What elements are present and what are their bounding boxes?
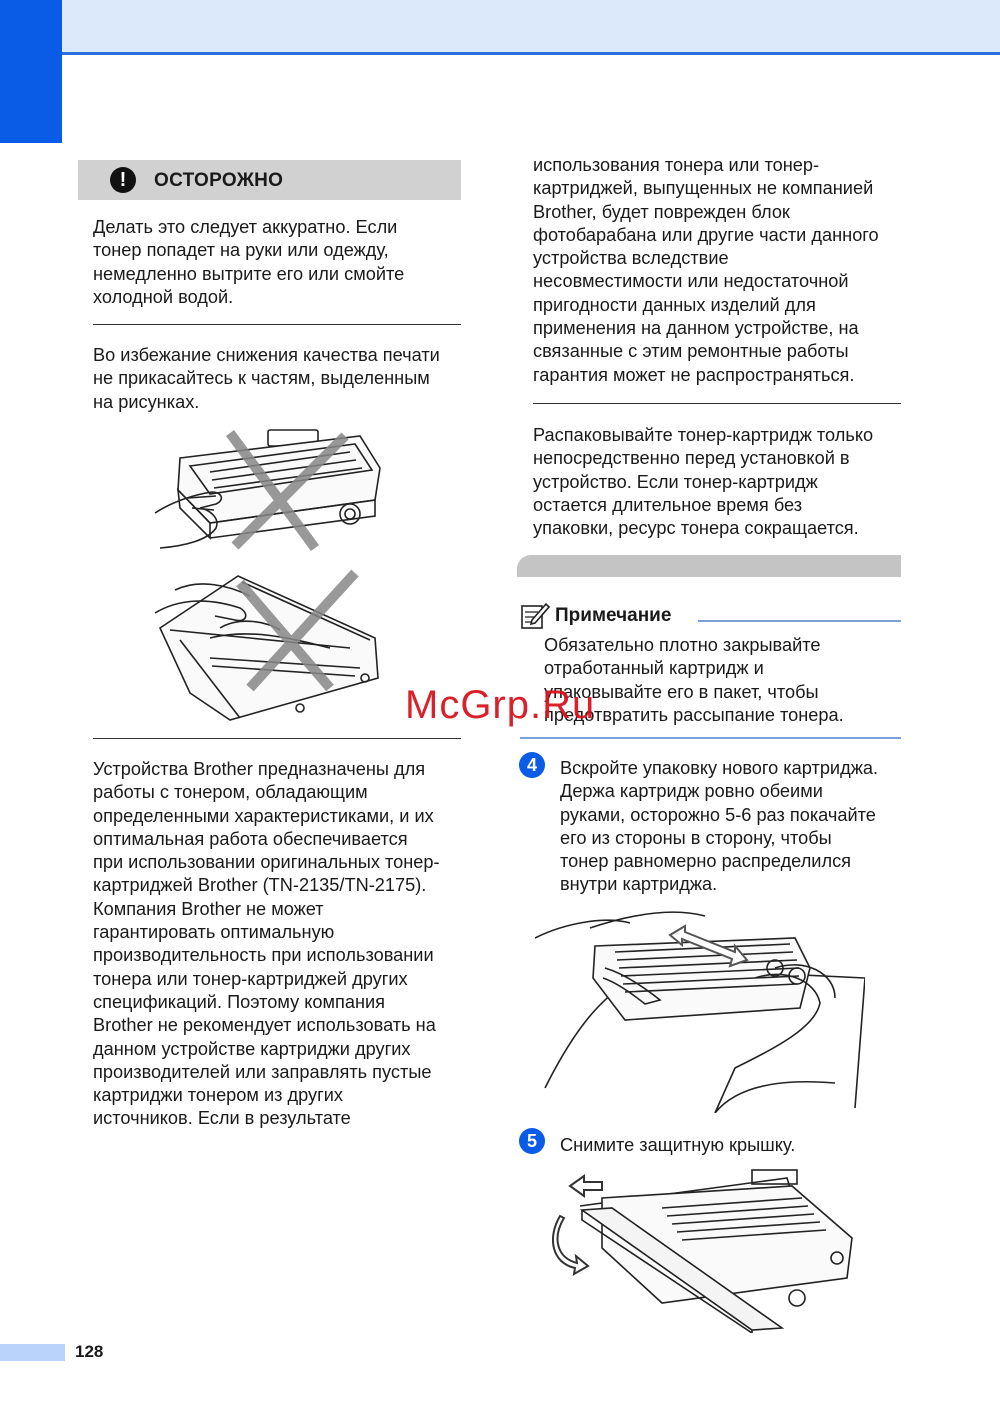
remove-cover-illustration: [552, 1168, 862, 1333]
chapter-tab-block: [0, 0, 62, 143]
drum-unit-illustration: [150, 568, 385, 723]
note-header: [520, 600, 901, 630]
note-text: Обязательно плотно закрывайте отработанный картридж и упаковывайте его в пакет, чтобы предотвратить рассыпание тонера.: [544, 635, 844, 725]
notice-text: Во избежание снижения качества печати не прикасайтесь к частям, выделенным на рисунках.: [93, 345, 440, 412]
caution-text: Делать это следует аккуратно. Если тонер попадет на руки или одежду, немедленно вытрите его или смойте холодной водой.: [93, 217, 405, 307]
cartridge-handling-illustration: [150, 428, 390, 553]
caution-end-band: [517, 555, 901, 577]
note-title: Примечание: [555, 605, 672, 626]
caution-title: ОСТОРОЖНО: [154, 170, 284, 191]
brother-toner-text: Устройства Brother предназначены для работы с тонером, обладающим определенными характеристиками, и их оптимальная работа обеспечивается при использовании оригинальных тонер- картриджей Brother (TN-2135/TN-2175). Компания Brother не может гарантировать оптимальную производительность при использовании тонера или тонер-картриджей других спецификаций. Поэтому компания Brother не рекомендует использовать на данном устройстве картриджи других производителей или заправлять пустые картриджи тонером из других источников. Если в результате: [93, 759, 440, 1129]
step-5-text: Снимите защитную крышку.: [560, 1135, 796, 1155]
continued-text: использования тонера или тонер- картриджей, выпущенных не компанией Brother, будет поврежден блок фотобарабана или другие части данного устройства вследствие несовместимости или недостаточной пригодности данных изделий для применения на данном устройстве, на связанные с этим ремонтные работы гарантия может не распространяться.: [533, 155, 879, 385]
watermark: McGrp.Ru: [405, 683, 596, 727]
unpack-text: Распаковывайте тонер-картридж только непосредственно перед установкой в устройство. Если тонер-картридж остается длительное время без упаковки, ресурс тонера сокращается.: [533, 425, 874, 539]
footer-band: [0, 1344, 65, 1361]
header-rule: [62, 52, 1000, 55]
header-band: [0, 0, 1000, 52]
page-number: 128: [75, 1342, 104, 1361]
step-number-badge: 5: [519, 1128, 545, 1154]
caution-banner: [78, 160, 461, 200]
step-4-text: Вскройте упаковку нового картриджа. Держа картридж ровно обеими руками, осторожно 5-6 раз покачайте его из стороны в сторону, чтобы тонер равномерно распределился внутри картриджа.: [560, 758, 879, 895]
divider: [93, 324, 461, 325]
divider: [93, 738, 461, 739]
shake-cartridge-illustration: [535, 908, 865, 1113]
note-pencil-icon: [520, 600, 550, 630]
divider: [533, 403, 901, 404]
note-header-rule: [698, 620, 901, 622]
step-number-badge: 4: [519, 752, 545, 778]
note-bottom-rule: [520, 737, 901, 739]
exclamation-icon: !: [110, 167, 136, 193]
